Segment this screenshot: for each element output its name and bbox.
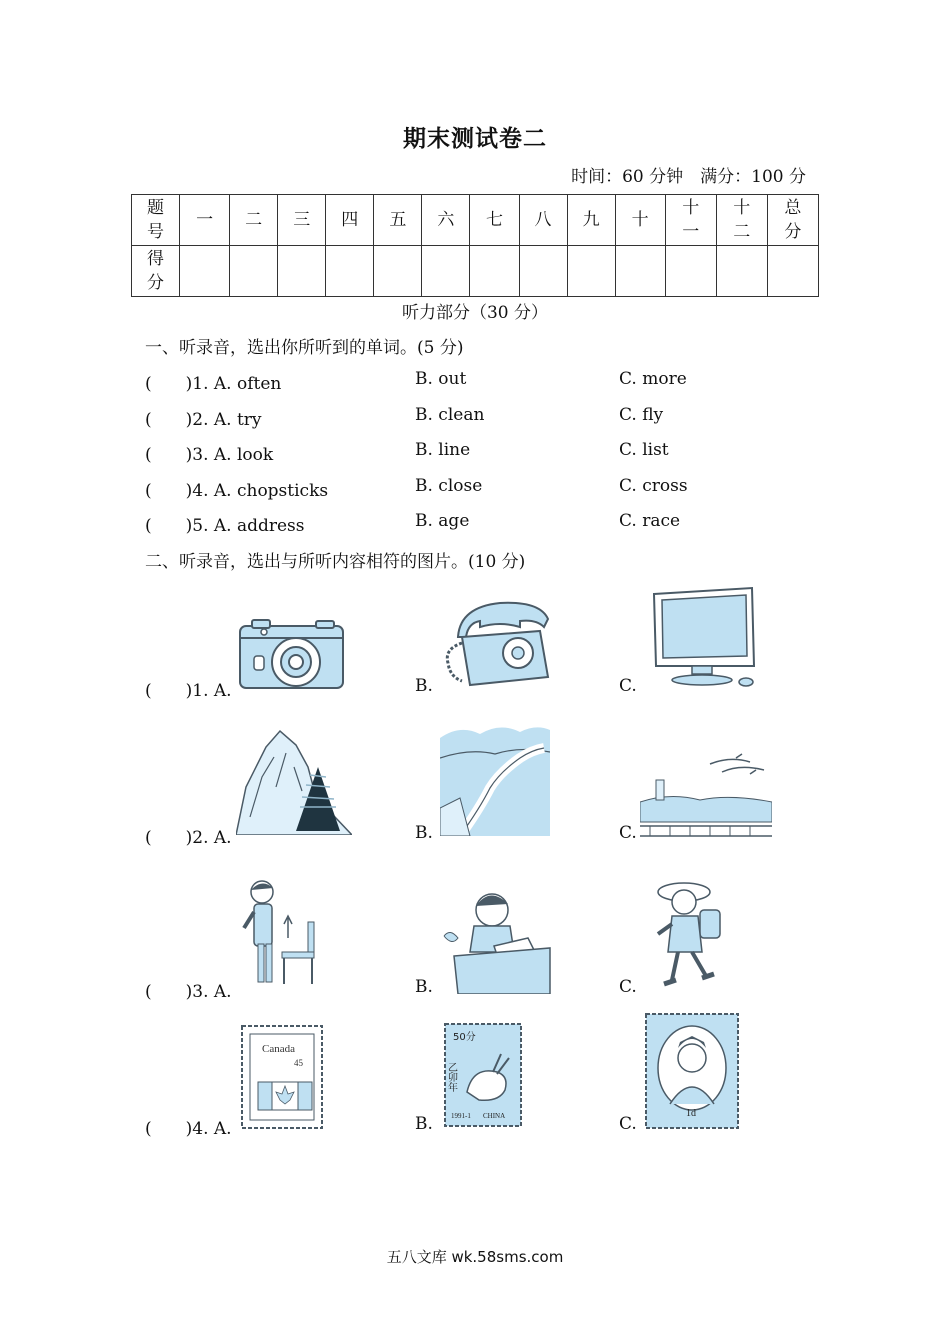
score-table-header-cell: 二 bbox=[230, 195, 278, 246]
score-table-header-cell: 十 二 bbox=[716, 195, 767, 246]
part2-q4-question-stem: ( )4. A. bbox=[145, 1119, 232, 1139]
west-lake-icon bbox=[640, 752, 772, 838]
part1-q4-option-b: B. close bbox=[415, 475, 483, 496]
part1-q4-question-stem: ( )4. A. chopsticks bbox=[145, 480, 329, 501]
score-table-header-cell: 四 bbox=[326, 195, 374, 246]
china-stamp-code: 1991-1 bbox=[451, 1112, 471, 1120]
part1-q1-option-b: B. out bbox=[415, 369, 467, 389]
china-stamp-country: CHINA bbox=[483, 1112, 506, 1120]
footer-watermark: 五八文库 wk.58sms.com bbox=[386, 1248, 564, 1266]
part1-q5-question-stem: ( )5. A. address bbox=[145, 516, 305, 536]
score-cell[interactable] bbox=[716, 246, 767, 297]
girl-walking-icon bbox=[650, 880, 726, 994]
score-cell[interactable] bbox=[615, 246, 665, 297]
computer-monitor-icon bbox=[648, 586, 760, 690]
score-table-header-cell: 九 bbox=[567, 195, 615, 246]
score-table-header-cell: 三 bbox=[278, 195, 326, 246]
score-cell[interactable] bbox=[278, 246, 326, 297]
score-cell[interactable] bbox=[567, 246, 615, 297]
section-listening: 听力部分（30 分） bbox=[401, 303, 549, 323]
score-table-header-row bbox=[132, 195, 819, 246]
part1-q4-option-c: C. cross bbox=[619, 475, 688, 496]
score-table-header-cell: 六 bbox=[422, 195, 470, 246]
china-stamp-year: 乙卯年 bbox=[445, 1062, 457, 1092]
part2-q3-option-b: B. bbox=[415, 977, 433, 997]
score-cell[interactable] bbox=[230, 246, 278, 297]
score-table-header-cell: 八 bbox=[519, 195, 567, 246]
score-cell[interactable] bbox=[180, 246, 230, 297]
part2-q2-option-c: C. bbox=[619, 823, 637, 843]
score-cell[interactable] bbox=[422, 246, 470, 297]
score-cell[interactable] bbox=[374, 246, 422, 297]
part1-q2-option-b: B. clean bbox=[415, 404, 485, 425]
china-stamp-value: 50分 bbox=[453, 1032, 476, 1043]
queen-stamp-icon bbox=[644, 1012, 740, 1130]
exam-meta: 时间：60 分钟 满分：100 分 bbox=[571, 167, 806, 187]
score-cell[interactable] bbox=[470, 246, 519, 297]
part2-q1-option-c: C. bbox=[619, 676, 637, 696]
canada-stamp-icon bbox=[240, 1024, 324, 1130]
boy-reading-icon bbox=[440, 886, 552, 994]
part1-q2-question-stem: ( )2. A. try bbox=[145, 409, 262, 430]
telephone-icon bbox=[440, 597, 552, 689]
canada-stamp-value: 45 bbox=[294, 1058, 303, 1068]
score-table-header-cell: 十 bbox=[615, 195, 665, 246]
part1-q3-option-c: C. list bbox=[619, 440, 669, 460]
score-table-header-cell: 七 bbox=[470, 195, 519, 246]
part1-heading: 一、听录音，选出你所听到的单词。(5 分) bbox=[145, 338, 464, 358]
part2-q4-option-c: C. bbox=[619, 1114, 637, 1134]
canada-stamp-name: Canada bbox=[262, 1043, 295, 1055]
boy-standing-icon bbox=[238, 878, 320, 990]
part2-q1-question-stem: ( )1. A. bbox=[145, 681, 232, 701]
part2-heading: 二、听录音，选出与所听内容相符的图片。(10 分) bbox=[145, 552, 526, 572]
score-cell[interactable] bbox=[665, 246, 716, 297]
part1-q1-question-stem: ( )1. A. often bbox=[145, 374, 282, 394]
part2-q2-option-b: B. bbox=[415, 823, 433, 843]
score-table-label-question: 题 号 bbox=[132, 195, 180, 246]
score-cell[interactable] bbox=[326, 246, 374, 297]
score-cell[interactable] bbox=[767, 246, 818, 297]
part2-q4-option-b: B. bbox=[415, 1114, 433, 1134]
score-table-label-score: 得 分 bbox=[132, 246, 180, 297]
part1-q3-option-b: B. line bbox=[415, 440, 471, 460]
part2-q3-option-c: C. bbox=[619, 977, 637, 997]
score-table-score-row bbox=[132, 246, 819, 297]
camera-icon bbox=[238, 618, 346, 692]
great-wall-icon bbox=[440, 718, 550, 836]
part2-q1-option-b: B. bbox=[415, 676, 433, 696]
score-table-header-cell: 总 分 bbox=[767, 195, 818, 246]
part1-q2-option-c: C. fly bbox=[619, 404, 664, 425]
score-table-header-cell: 十 一 bbox=[665, 195, 716, 246]
page-title: 期末测试卷二 bbox=[403, 125, 547, 152]
part1-q5-option-c: C. race bbox=[619, 511, 681, 531]
part1-q1-option-c: C. more bbox=[619, 369, 687, 389]
score-table-header-cell: 五 bbox=[374, 195, 422, 246]
part2-q3-question-stem: ( )3. A. bbox=[145, 982, 232, 1002]
score-cell[interactable] bbox=[519, 246, 567, 297]
score-table-header-cell: 一 bbox=[180, 195, 230, 246]
queen-stamp-value: 1d bbox=[686, 1108, 696, 1119]
mountain-pine-icon bbox=[236, 727, 352, 835]
china-stamp-icon bbox=[443, 1022, 523, 1128]
part1-q3-question-stem: ( )3. A. look bbox=[145, 445, 274, 465]
part2-q2-question-stem: ( )2. A. bbox=[145, 828, 232, 848]
part1-q5-option-b: B. age bbox=[415, 511, 470, 531]
score-table bbox=[131, 194, 819, 297]
